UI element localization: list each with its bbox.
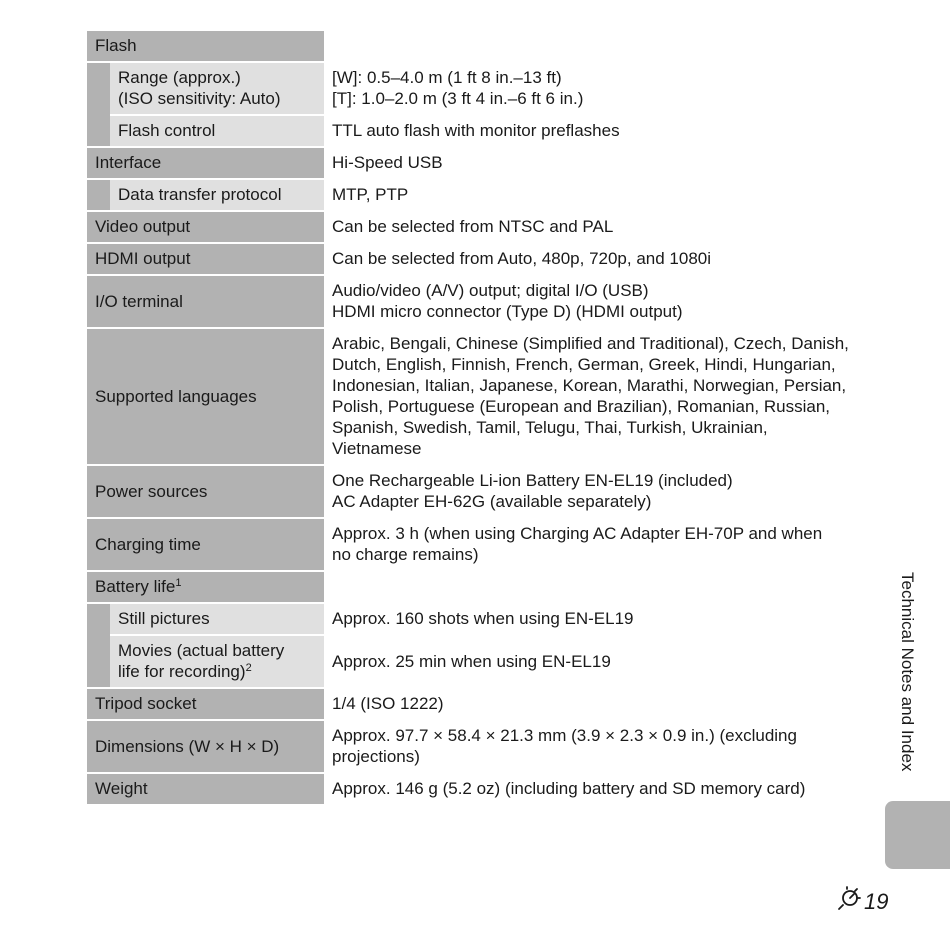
movies-label-text: Movies (actual battery life for recording) [118,641,285,681]
spec-label-tripod-socket: Tripod socket [87,688,324,720]
spec-row-flash [87,31,857,62]
spec-value-io-terminal: Audio/video (A/V) output; digital I/O (USB) HDMI micro connector (Type D) (HDMI output) [324,275,857,328]
section-side-label: Technical Notes and Index [898,572,917,772]
spec-value-flash-range: [W]: 0.5–4.0 m (1 ft 8 in.–13 ft) [T]: 1.0–2.0 m (3 ft 4 in.–6 ft 6 in.) [324,62,857,115]
spec-value-data-transfer: MTP, PTP [324,179,857,211]
page-number-text: 19 [864,889,889,914]
spec-row-tripod-socket [87,688,857,720]
indent-bar [87,179,110,211]
spec-value-movies: Approx. 25 min when using EN-EL19 [324,635,857,688]
spec-table [87,31,857,806]
spec-row-io-terminal [87,275,857,328]
spec-value-battery-life [324,571,857,603]
spec-value-charging-time: Approx. 3 h (when using Charging AC Adapter EH-70P and when no charge remains) [324,518,857,571]
reference-section-icon [836,886,864,918]
spec-label-interface: Interface [87,147,324,179]
indent-bar [87,635,110,688]
spec-label-movies [110,635,324,688]
spec-label-weight: Weight [87,773,324,805]
spec-label-dimensions: Dimensions (W × H × D) [87,720,324,773]
spec-row-flash-range [87,62,857,115]
spec-label-battery-life [87,571,324,603]
spec-value-interface: Hi-Speed USB [324,147,857,179]
spec-label-io-terminal: I/O terminal [87,275,324,328]
spec-value-hdmi-output: Can be selected from Auto, 480p, 720p, and 1080i [324,243,857,275]
spec-row-languages [87,328,857,465]
spec-label-flash-control: Flash control [110,115,324,147]
spec-label-charging-time: Charging time [87,518,324,571]
spec-label-hdmi-output: HDMI output [87,243,324,275]
spec-label-data-transfer: Data transfer protocol [110,179,324,211]
spec-row-flash-control [87,115,857,147]
spec-label-flash: Flash [87,31,324,62]
spec-label-still-pictures: Still pictures [110,603,324,635]
spec-label-power-sources: Power sources [87,465,324,518]
spec-row-charging-time [87,518,857,571]
spec-label-languages: Supported languages [87,328,324,465]
spec-value-still-pictures: Approx. 160 shots when using EN-EL19 [324,603,857,635]
footnote-marker: 1 [175,577,182,589]
spec-row-weight [87,773,857,805]
spec-row-hdmi-output [87,243,857,275]
spec-row-still-pictures [87,603,857,635]
spec-row-dimensions [87,720,857,773]
spec-row-data-transfer [87,179,857,211]
spec-row-power-sources [87,465,857,518]
indent-bar [87,603,110,635]
spec-value-power-sources: One Rechargeable Li-ion Battery EN-EL19 (included) AC Adapter EH-62G (available separately) [324,465,857,518]
indent-bar [87,62,110,115]
spec-row-movies [87,635,857,688]
spec-row-video-output [87,211,857,243]
spec-value-flash-control: TTL auto flash with monitor preflashes [324,115,857,147]
spec-row-battery-life [87,571,857,603]
spec-label-video-output: Video output [87,211,324,243]
spec-value-languages: Arabic, Bengali, Chinese (Simplified and Traditional), Czech, Danish, Dutch, English, Finnish, French, German, Greek, Hindi, Hungarian, Indonesian, Italian, Japanese, Korean, Marathi, Norwegian, Persian, Polish, Portuguese (European and Brazilian), Romanian, Russian, Spanish, Swedish, Tamil, Telugu, Thai, Turkish, Ukrainian, Vietnamese [324,328,857,465]
spec-label-flash-range: Range (approx.) (ISO sensitivity: Auto) [110,62,324,115]
footnote-marker: 2 [245,662,252,674]
page-number [836,888,888,916]
spec-value-video-output: Can be selected from NTSC and PAL [324,211,857,243]
spec-value-dimensions: Approx. 97.7 × 58.4 × 21.3 mm (3.9 × 2.3 × 0.9 in.) (excluding projections) [324,720,857,773]
indent-bar [87,115,110,147]
spec-value-weight: Approx. 146 g (5.2 oz) (including battery and SD memory card) [324,773,857,805]
spec-row-interface [87,147,857,179]
spec-value-flash [324,31,857,62]
spec-value-tripod-socket: 1/4 (ISO 1222) [324,688,857,720]
battery-life-label-text: Battery life [95,577,176,596]
section-tab [885,801,950,869]
